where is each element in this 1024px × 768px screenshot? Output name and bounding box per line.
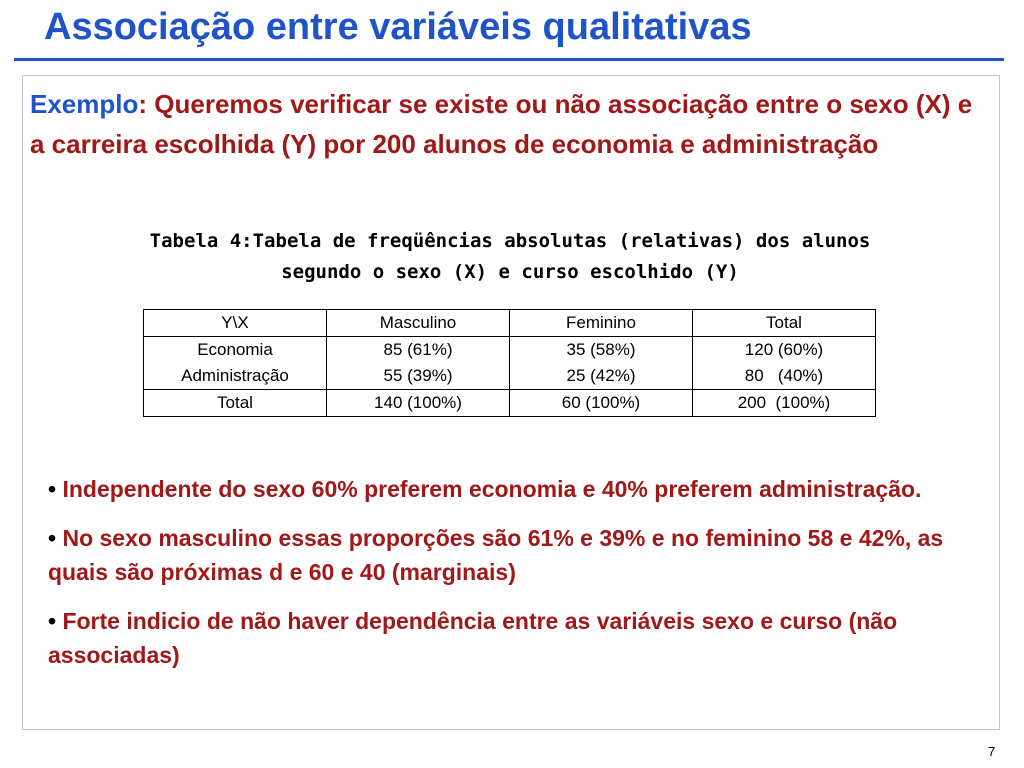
table-cell: 200 (100%)	[693, 390, 876, 417]
table-cell: 120 (60%)	[693, 337, 876, 364]
bullet-marker: •	[48, 476, 57, 502]
title-underline	[14, 58, 1004, 61]
table-cell: 85 (61%)	[327, 337, 510, 364]
table-caption	[40, 226, 980, 288]
table-cell: Total	[144, 390, 327, 417]
page-number: 7	[988, 744, 996, 759]
table-row	[144, 337, 876, 364]
table-cell: Economia	[144, 337, 327, 364]
table-caption-line-1: Tabela 4:Tabela de freqüências absolutas (relativas) dos alunos	[149, 230, 871, 252]
example-text: : Queremos verificar se existe ou não associação entre o sexo (X) e a carreira escolhida (Y) por 200 alunos de economia e administração	[30, 89, 973, 159]
table-header-cell: Total	[693, 310, 876, 337]
table-cell: 55 (39%)	[327, 363, 510, 390]
table-caption-line-2: segundo o sexo (X) e curso escolhido (Y)	[281, 261, 739, 283]
table-cell: 80 (40%)	[693, 363, 876, 390]
table-cell: 25 (42%)	[510, 363, 693, 390]
bullet-item	[48, 604, 968, 672]
bullet-text: No sexo masculino essas proporções são 61% e 39% e no feminino 58 e 42%, as quais são próximas d e 60 e 40 (marginais)	[48, 525, 944, 585]
bullet-text: Independente do sexo 60% preferem economia e 40% preferem administração.	[56, 476, 922, 502]
table-cell: Administração	[144, 363, 327, 390]
bullet-list	[48, 472, 968, 687]
bullet-item	[48, 521, 968, 589]
table-row	[144, 363, 876, 390]
bullet-marker: •	[48, 525, 57, 551]
table-total-row	[144, 390, 876, 417]
bullet-text: Forte indicio de não haver dependência entre as variáveis sexo e curso (não associadas)	[48, 608, 898, 668]
table-header-cell: Y\X	[144, 310, 327, 337]
table-cell: 60 (100%)	[510, 390, 693, 417]
table-cell: 35 (58%)	[510, 337, 693, 364]
bullet-item	[48, 472, 968, 506]
example-paragraph	[30, 84, 990, 164]
table-header-cell: Feminino	[510, 310, 693, 337]
example-lead: Exemplo	[30, 89, 139, 119]
table-header-row	[144, 310, 876, 337]
frequency-table	[143, 309, 876, 417]
table-header-cell: Masculino	[327, 310, 510, 337]
slide-title: Associação entre variáveis qualitativas	[44, 6, 752, 48]
table-cell: 140 (100%)	[327, 390, 510, 417]
bullet-marker: •	[48, 608, 57, 634]
